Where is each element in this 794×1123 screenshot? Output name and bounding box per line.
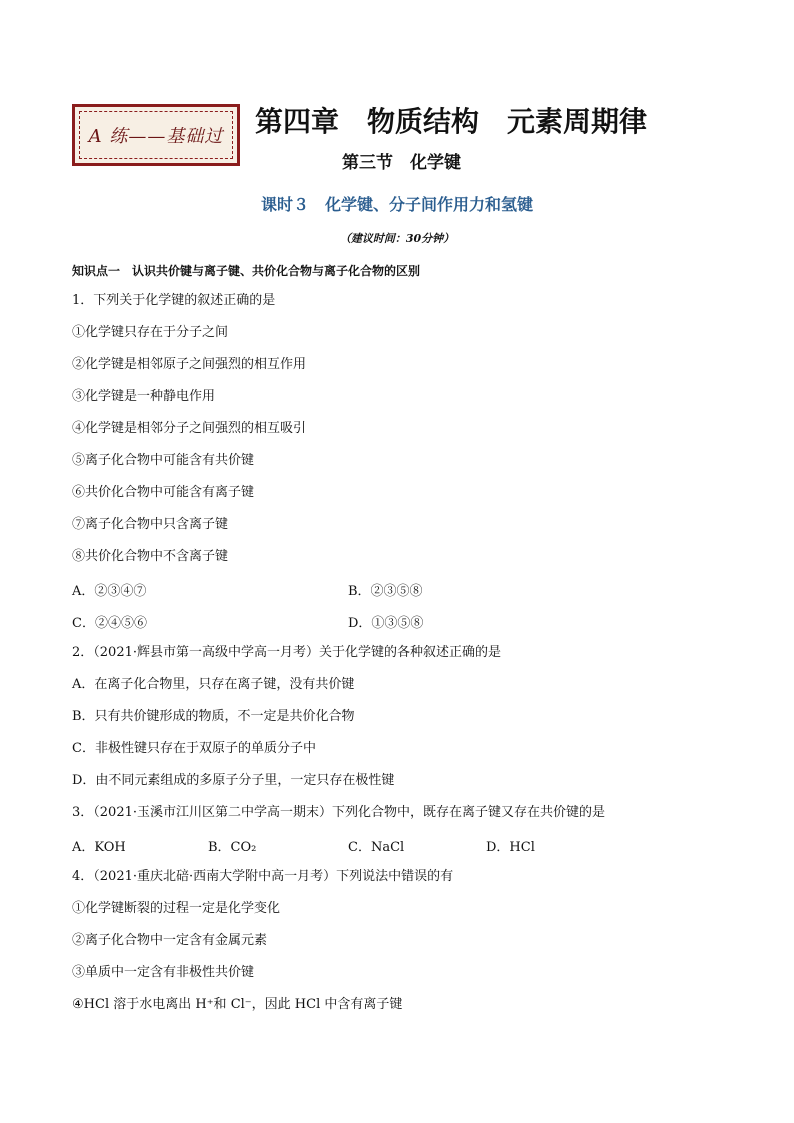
q2-option-b: B．只有共价键形成的物质，不一定是共价化合物 [72,709,355,724]
q1-option-b: B．②③⑤⑧ [348,584,423,599]
badge-label: A 练——基础过 [88,126,224,147]
q2-stem: 2．（2021·辉县市第一高级中学高一月考）关于化学键的各种叙述正确的是 [72,645,501,660]
time-note: （建议时间：30分钟） [339,232,455,245]
q1-item: ⑧共价化合物中不含离子键 [72,549,229,564]
q2-option-d: D．由不同元素组成的多原子分子里，一定只存在极性键 [72,773,395,788]
q1-item: ①化学键只存在于分子之间 [72,325,229,340]
q3-stem: 3．（2021·玉溪市江川区第二中学高一期末）下列化合物中，既存在离子键又存在共价键的是 [72,805,605,820]
knowledge-point-heading: 知识点一 认识共价键与离子键、共价化合物与离子化合物的区别 [72,264,421,278]
q1-option-a: A．②③④⑦ [72,584,147,599]
q4-stem: 4．（2021·重庆北碚·西南大学附中高一月考）下列说法中错误的有 [72,869,454,884]
q1-item: ⑦离子化合物中只含离子键 [72,517,229,532]
section-badge [72,104,240,166]
q4-item: ④HCl 溶于水电离出 H⁺和 Cl⁻，因此 HCl 中含有离子键 [72,997,403,1012]
lesson-title: 课时３ 化学键、分子间作用力和氢键 [260,195,533,214]
q4-item: ①化学键断裂的过程一定是化学变化 [72,901,281,916]
q1-item: ③化学键是一种静电作用 [72,389,216,404]
chapter-title: 第四章 物质结构 元素周期律 [255,105,648,138]
section-title: 第三节 化学键 [342,153,461,173]
badge-border [79,111,233,159]
q4-item: ②离子化合物中一定含有金属元素 [72,933,268,948]
q3-option-c: C．NaCl [348,840,405,855]
q1-item: ⑤离子化合物中可能含有共价键 [72,453,255,468]
q1-item: ②化学键是相邻原子之间强烈的相互作用 [72,357,307,372]
q3-option-b: B．CO₂ [208,840,257,855]
q2-option-a: A．在离子化合物里，只存在离子键，没有共价键 [72,677,355,692]
q1-stem: 1．下列关于化学键的叙述正确的是 [72,293,276,308]
q1-option-c: C．②④⑤⑥ [72,616,147,631]
q3-option-d: D．HCl [486,840,535,855]
q3-option-a: A．KOH [72,840,126,855]
q4-item: ③单质中一定含有非极性共价键 [72,965,255,980]
q1-option-d: D．①③⑤⑧ [348,616,424,631]
q2-option-c: C．非极性键只存在于双原子的单质分子中 [72,741,316,756]
q1-item: ④化学键是相邻分子之间强烈的相互吸引 [72,421,307,436]
q1-item: ⑥共价化合物中可能含有离子键 [72,485,255,500]
